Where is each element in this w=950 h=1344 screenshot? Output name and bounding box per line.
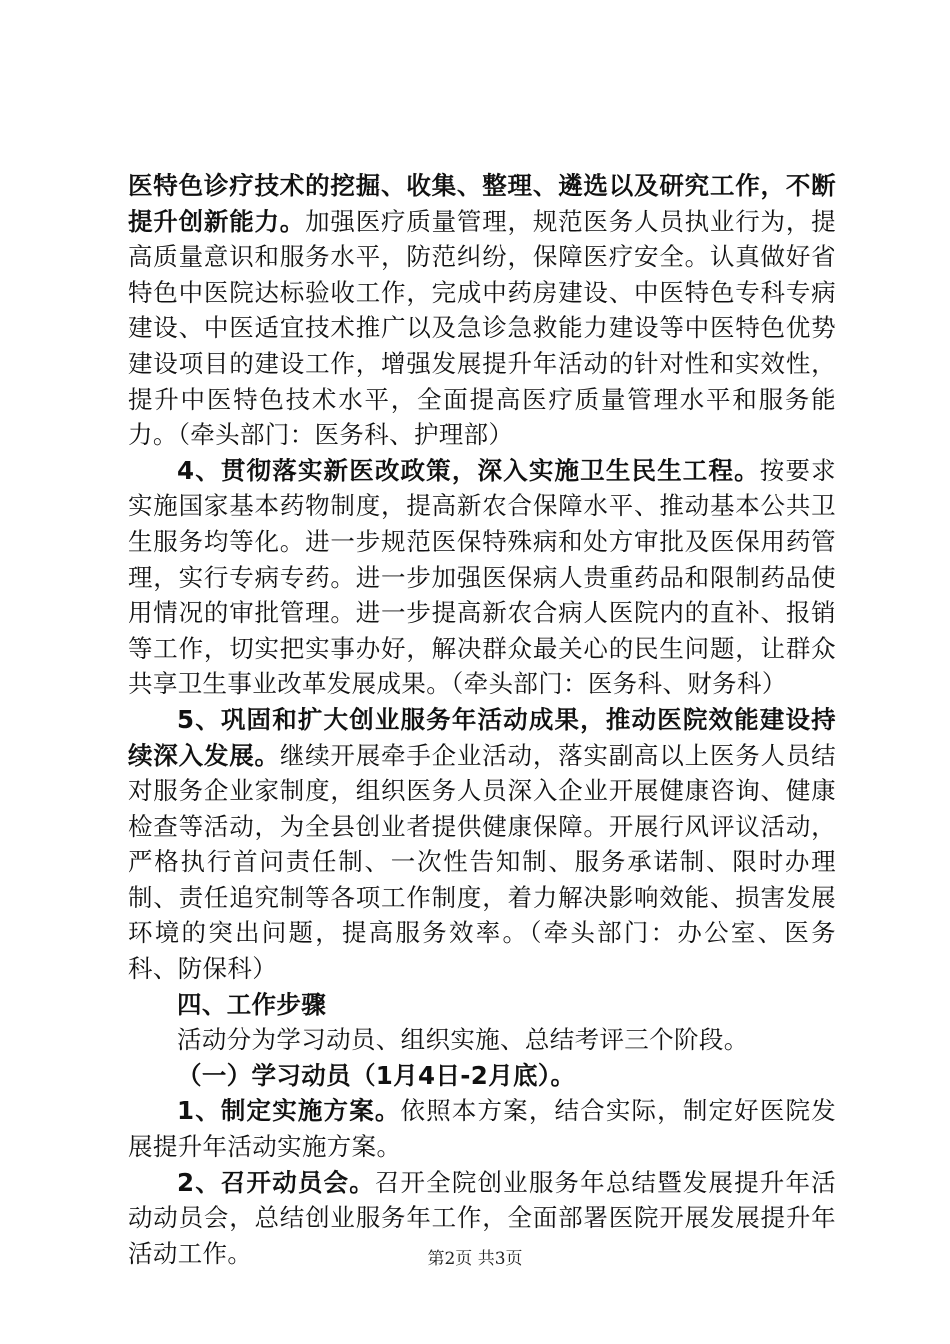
paragraph-stages-text: 活动分为学习动员、组织实施、总结考评三个阶段。 [177, 1025, 749, 1055]
paragraph-1-text: 加强医疗质量管理，规范医务人员执业行为，提高质量意识和服务水平，防范纠纷，保障医疗安全。认真做好省特色中医院达标验收工作，完成中药房建设、中医特色专科专病建设、中医适宜技术推广以及急诊急救能力建设等中医特色优势建设项目的建设工作，增强发展提升年活动的针对性和实效性，提升中医特色技术水平，全面提高医疗质量管理水平和服务能力。（牵头部门：医务科、护理部） [128, 206, 836, 450]
paragraph-3 [128, 702, 836, 987]
paragraph-2-text: 按要求实施国家基本药物制度，提高新农合保障水平、推动基本公共卫生服务均等化。进一步规范医保特殊病和处方审批及医保用药管理，实行专病专药。进一步加强医保病人贵重药品和限制药品使用情况的审批管理。进一步提高新农合病人医院内的直补、报销等工作，切实把实事办好，解决群众最关心的民生问题，让群众共享卫生事业改革发展成果。（牵头部门：医务科、财务科） [128, 455, 836, 699]
paragraph-3-text: 继续开展牵手企业活动，落实副高以上医务人员结对服务企业家制度，组织医务人员深入企业开展健康咨询、健康检查等活动，为全县创业者提供健康保障。开展行风评议活动，严格执行首问责任制、一次性告知制、服务承诺制、限时办理制、责任追究制等各项工作制度，着力解决影响效能、损害发展环境的突出问题，提高服务效率。（牵头部门：办公室、医务科、防保科） [128, 740, 836, 984]
paragraph-meeting-heading: 2、召开动员会。 [177, 1167, 375, 1197]
paragraph-plan-text: 依照本方案，结合实际，制定好医院发展提升年活动实施方案。 [128, 1096, 836, 1162]
section-heading-steps [128, 987, 836, 1023]
subsection-heading-mobilization [128, 1058, 836, 1094]
paragraph-2 [128, 453, 836, 702]
paragraph-plan [128, 1093, 836, 1164]
section-heading-steps-text: 四、工作步骤 [177, 989, 327, 1019]
document-body [128, 168, 836, 1271]
paragraph-2-heading: 4、贯彻落实新医改政策，深入实施卫生民生工程。 [177, 455, 760, 485]
paragraph-meeting-text: 召开全院创业服务年总结暨发展提升年活动动员会，总结创业服务年工作，全面部署医院开展发展提升年活动工作。 [128, 1167, 836, 1268]
paragraph-plan-heading: 1、制定实施方案。 [177, 1096, 401, 1126]
paragraph-1-heading: 医特色诊疗技术的挖掘、收集、整理、遴选以及研究工作，不断提升创新能力。 [128, 171, 836, 236]
paragraph-stages [128, 1022, 836, 1058]
page-footer: 第2页 共3页 [427, 1249, 523, 1269]
subsection-heading-mobilization-text: （一）学习动员（1月4日-2月底）。 [177, 1060, 576, 1090]
paragraph-3-heading: 5、巩固和扩大创业服务年活动成果，推动医院效能建设持续深入发展。 [128, 704, 836, 770]
paragraph-1 [128, 168, 836, 453]
